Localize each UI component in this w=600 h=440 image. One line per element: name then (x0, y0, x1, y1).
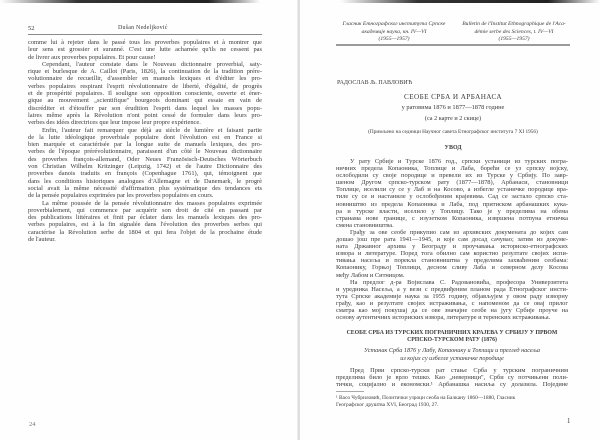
journal-header-serbian (334, 21, 454, 44)
text-line: verbes de l'époque prérévolutionnaire, paraissent d'un côté le Nouveau dictionnaire (28, 148, 262, 156)
text-line: gique au mouvement „scientifique" bourgeois dominant qui essaie en vain de (28, 97, 262, 105)
header-rule (28, 34, 262, 35)
journal-header-french (458, 21, 570, 44)
text-line: СРПСКО-ТУРСКОМ РАТУ (1876) (407, 337, 497, 344)
maps-note: (са 2 карте и 2 скице) (424, 115, 482, 122)
text-line: verbes populaires respirant l'esprit révolutionnaire de liberté, d'égalité, de progrès (28, 82, 262, 90)
text-line: bien marquée et caractérisée par la longue suite de manuels lexiques, des pro- (28, 141, 262, 149)
text-line: ослободили су своје породице и превели их из Турске у Србију. По завр- (336, 172, 568, 180)
page-number-bottom: 1 (567, 418, 571, 425)
text-line: Топлице, иселили су се у Лаб и на Косово, а избегле устаничке породице вра- (336, 186, 568, 194)
text-line: Enfin, l'auteur fait remarquer que déjà au siècle de lumière et faisant partie (42, 126, 262, 134)
text-line: Устанак Срба 1876 у Лабу, Копаонику и Топлици и преглед насеља (364, 347, 540, 354)
text-line: dans les conditions historiques analogues d'Allemagne et de Danemark, le progrè (28, 177, 262, 185)
text-line: démie serbe des Sciences, t. IV—VI (474, 28, 554, 35)
text-line: des proverbes françois-allemand, Oder Neues Französisch-Deutsches Wörterbuch (28, 155, 262, 163)
scan-edge-shadow (0, 0, 260, 3)
text-line: de la lutte idéologique proverbiale populaire dont l'évolution est en France si (28, 133, 262, 141)
article-subtitle: у ратовима 1876 и 1877—1878 године (401, 104, 505, 111)
text-line: дошао још пре рата 1941—1945, и које сам досад сачувао; затим из докуме- (336, 236, 568, 244)
text-line: тички, социјално и економски.¹ Арбанашка насиља су долазила. Поједине (336, 381, 568, 389)
text-line: et de prospérité populaires. Il souligne son opposition consciente, ouverte et éner- (28, 90, 262, 98)
page-number-top: 52 (28, 25, 35, 32)
text-line: de livrer aux proverbes populaires. Et pour cause! (28, 53, 156, 61)
text-line: грађу, као и резултате својих истраживања, с напоменом да се овај прилог (336, 299, 568, 307)
text-line: тута Српске академије наука за 1955 годину, објављујем у овом раду изворну (336, 292, 568, 300)
text-line: Копаонику, Горњој Топлици, десном сливу Лаба и северном делу Косова (336, 264, 568, 272)
text-line: шеном Другом српско-турском рату (1877—1878), Арбанаси, становници (336, 179, 568, 187)
text-line: laires même après la Révolution n'ont point cessé de formuler dans leurs pro- (28, 111, 262, 119)
received-note: (Примљено на седници Научног савета Етнографског института 7 XI 1956) (368, 129, 538, 135)
text-line: странама нове границе, с изузетком Копаоника, извршена потпуна етничка (336, 214, 568, 222)
text-line: новништво из предела Копаоника и Лаба, под притиском арбанашких кука- (336, 200, 568, 208)
text-line: ¹ Васо Чубриловић, Политички узроци сеоба на Балкану 1860—1880, Гласник (336, 395, 516, 401)
footnote-rule (336, 391, 364, 392)
left-body-text (28, 39, 262, 243)
text-line: На предлог д-ра Војислава С. Радовановића, професора Универзитета (350, 278, 568, 286)
text-line: тиле су се и настаниле у ослобођеним крајевима. Сад се засталo српско ста- (336, 193, 568, 201)
text-line: von Christian Wilhelm Kritzinger (Leipzig, 1742) et de l'autre Dictionnaire des (28, 163, 262, 171)
section-subheading (336, 347, 568, 363)
text-line: (1955—1957) (498, 36, 530, 42)
text-line: ната Државног архива у Београду и проучавања историско-етнографских (336, 243, 568, 251)
text-line: основу аутентичних историских извора, литературе и теренских истраживања. (336, 314, 551, 322)
footnote (336, 395, 568, 409)
section-body-text (336, 367, 568, 388)
text-line: Гласник Етнографског института Српске (342, 21, 446, 27)
text-line: volutionnaire de recueillir, d'assembler en manuels lexiques et d'éditer les pro- (28, 75, 262, 83)
text-line: ничних предела Копаоника, Топлице и Лаба, борећи се уз српску војску, (336, 165, 568, 173)
text-line: У рату Србије и Турске 1876 год., српски устаници из турских погра- (350, 158, 568, 165)
text-line: social avait la même nécessité d'affirmation plus systématique des tendances ets (28, 184, 262, 192)
text-line: des publications littéraires et finit par éclater dans les manuels lexiques des pro- (28, 214, 262, 222)
intro-heading: УВОД (444, 145, 462, 151)
text-line: Bulletin de l'Institut Ethnographique de l'Aca- (462, 21, 566, 27)
intro-body-text (336, 158, 568, 321)
text-line: ра и турске власти, иселило у Топлицу. Тако је у пределима на обема (336, 207, 568, 215)
text-line: leur sens est grossier et suranné. C'est une lutte acharnée qu'ils ne cessent pas (28, 46, 262, 54)
text-line: proverbes danois traduits en françois (Copenhague 1761), qui, témoignent que (28, 170, 262, 178)
author-name: РАДОСЛАВ Љ. ПАВЛОВИЋ (337, 80, 413, 86)
text-line: La même poussée de la pensée révolutionnaire des masses populaires exprimée (42, 199, 262, 207)
text-line: Географског друштва XVI, Београд 1930, 27. (336, 402, 439, 408)
text-line: из којих су избегле устаничке породице (400, 355, 504, 362)
text-line: de l'auteur. (28, 236, 56, 244)
text-line: Cependant, l'auteur constate dans le Nouveau dictionnaire proverbial, saty- (42, 60, 262, 68)
text-line: caractérise la Révolution serbe de 1804 et qui fera l'objet de la prochaine étude (28, 228, 262, 236)
header-rule (336, 44, 570, 46)
running-head: Dušan Nedeljković (118, 25, 168, 31)
section-heading (336, 330, 568, 344)
text-line: међу Лабом и Ситницом. (336, 271, 405, 279)
text-line: академије наука, кн. IV—VI (361, 28, 427, 35)
text-line: de la pensée populaires exprimées par les proverbes populaires en cours. (28, 192, 214, 200)
text-line: СЕОБЕ СРБА ИЗ ТУРСКИХ ПОГРАНИЧНИХ КРАЈЕВА У СРБИЈУ У ПРВОМ (346, 330, 558, 336)
page-number-bottom: 24 (29, 421, 36, 428)
text-line: verbes des idées directrices que leur impose leur propre expérience. (28, 119, 201, 127)
scan-edge-shadow (340, 0, 600, 3)
text-line: и уредника Насеља, а у вези с предвиђеним планом рада Етнографског инсти- (336, 285, 568, 293)
text-line: discréditer et d'étouffer par son érudition l'esprit dans lequel les masses popu- (28, 104, 262, 112)
text-line: тивања насеља и порекла становништва у пределима захваћеним сеобама: (336, 257, 568, 265)
text-line: пределима било је врло тешко. Као „неверници", Срби су потчињени поли- (336, 374, 568, 382)
text-line: comme lui à rejeter dans le passé tous les proverbes populaires et à montrer que (28, 39, 262, 46)
article-title: СЕОБЕ СРБА И АРБАНАСА (404, 93, 502, 101)
text-line: (1955—1957) (378, 36, 410, 42)
right-page (300, 0, 600, 440)
text-line: смена становништва. (336, 221, 394, 229)
text-line: сматра као мој покушај да се ове значајне сеобе на југу Србије проуче на (336, 306, 568, 314)
text-line: извора и литературе. Поред тога обилно сам користио резултате својих испи- (336, 250, 568, 258)
text-line: rique et burlesque de A. Caillot (Paris, 1826), la continuation de la tradition prére- (28, 68, 262, 76)
text-line: Грађу за ове сеобе прикупио сам из архивских докумената до којих сам (350, 228, 568, 236)
left-page (0, 0, 298, 440)
text-line: Пред Први српско-турски рат стање Срба у турским пограничним (350, 367, 568, 374)
text-line: proverbialement, qui commence par acquérir son droit de cité en passant par (28, 206, 262, 214)
text-line: verbes populaires, est à la fin signalée dans l'évolution des proverbes serbes qui (28, 221, 262, 229)
